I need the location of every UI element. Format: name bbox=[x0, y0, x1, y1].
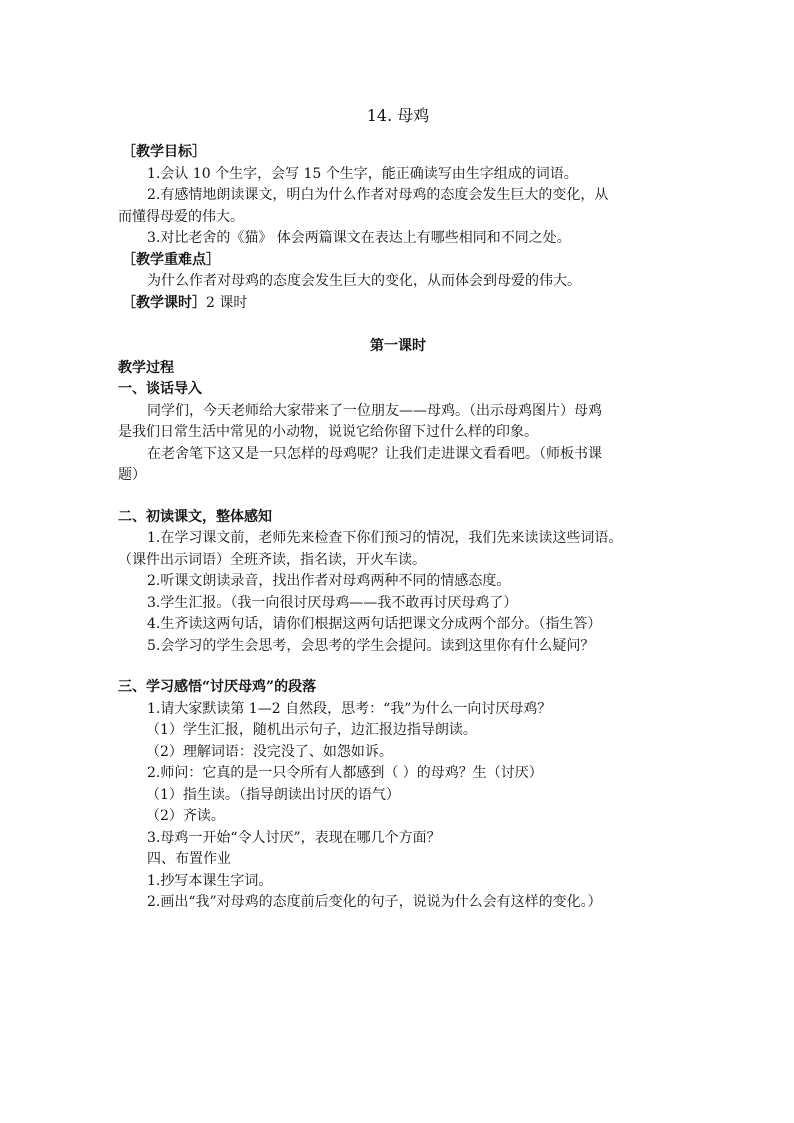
document-page bbox=[118, 104, 678, 914]
section-line: （1）指生读。（指导朗读出讨厌的语气） bbox=[146, 786, 400, 803]
section-line: 是我们日常生活中常见的小动物，说说它给你留下过什么样的印象。 bbox=[118, 424, 538, 440]
section-line: 3.母鸡一开始“令人讨厌”，表现在哪几个方面？ bbox=[147, 829, 441, 846]
section-line: 3.学生汇报。（我一向很讨厌母鸡——我不敢再讨厌母鸡了） bbox=[147, 594, 518, 611]
document-title: 14. 母鸡 bbox=[366, 106, 430, 125]
section-heading: 二、初读课文，整体感知 bbox=[118, 508, 272, 525]
objective-item: 1.会认 10 个生字，会写 15 个生字，能正确读写由生字组成的词语。 bbox=[147, 165, 578, 182]
section-line: 四、布置作业 bbox=[147, 851, 231, 867]
section-line: （2）齐读。 bbox=[146, 808, 225, 824]
key-points-text: 为什么作者对母鸡的态度会发生巨大的变化，从而体会到母爱的伟大。 bbox=[147, 273, 581, 289]
key-points-heading: ［教学重难点］ bbox=[122, 251, 220, 268]
section-line: （课件出示词语）全班齐读，指名读，开火车读。 bbox=[118, 551, 426, 568]
section-line: 同学们，今天老师给大家带来了一位朋友——母鸡。（出示母鸡图片）母鸡 bbox=[147, 402, 602, 419]
objectives-heading: ［教学目标］ bbox=[122, 144, 206, 160]
periods-row bbox=[118, 293, 678, 315]
section-line: 1.请大家默读第 1—2 自然段，思考：“我”为什么一向讨厌母鸡？ bbox=[147, 700, 552, 717]
section-line: 4.生齐读这两句话，请你们根据这两句话把课文分成两个部分。（指生答） bbox=[147, 616, 602, 632]
periods-value: 2 课时 bbox=[206, 294, 248, 311]
periods-heading: ［教学课时］ bbox=[122, 294, 206, 311]
section-line: （1）学生汇报，随机出示句子，边汇报边指导朗读。 bbox=[146, 722, 477, 738]
process-heading: 教学过程 bbox=[118, 359, 174, 376]
section-line: 2.画出“我”对母鸡的态度前后变化的句子，说说为什么会有这样的变化。） bbox=[147, 894, 602, 910]
objective-item: 3.对比老舍的《猫》 体会两篇课文在表达上有哪些相同和不同之处。 bbox=[147, 230, 571, 246]
section-line: 1.在学习课文前，老师先来检查下你们预习的情况，我们先来读读这些词语。 bbox=[147, 530, 623, 546]
section-line: 5.会学习的学生会思考，会思考的学生会提问。读到这里你有什么疑问？ bbox=[147, 637, 595, 654]
section-heading: 三、学习感悟“讨厌母鸡”的段落 bbox=[118, 679, 317, 695]
objective-item: 2.有感情地朗读课文，明白为什么作者对母鸡的态度会发生巨大的变化，从 bbox=[147, 187, 609, 203]
section-line: 在老舍笔下这又是一只怎样的母鸡呢？让我们走进课文看看吧。（师板书课 bbox=[147, 445, 602, 462]
lesson-heading: 第一课时 bbox=[370, 338, 426, 354]
section-line: 1.抄写本课生字词。 bbox=[147, 872, 273, 889]
section-line: 2.听课文朗读录音，找出作者对母鸡两种不同的情感态度。 bbox=[147, 573, 511, 589]
section-heading: 一、谈话导入 bbox=[118, 381, 202, 397]
section-line: 2.师问：它真的是一只令所有人都感到（ ）的母鸡？生（讨厌） bbox=[147, 765, 543, 781]
objective-item: 而懂得母爱的伟大。 bbox=[118, 208, 244, 225]
section-line: （2）理解词语：没完没了、如怨如诉。 bbox=[146, 743, 393, 760]
section-line: 题） bbox=[118, 467, 146, 483]
